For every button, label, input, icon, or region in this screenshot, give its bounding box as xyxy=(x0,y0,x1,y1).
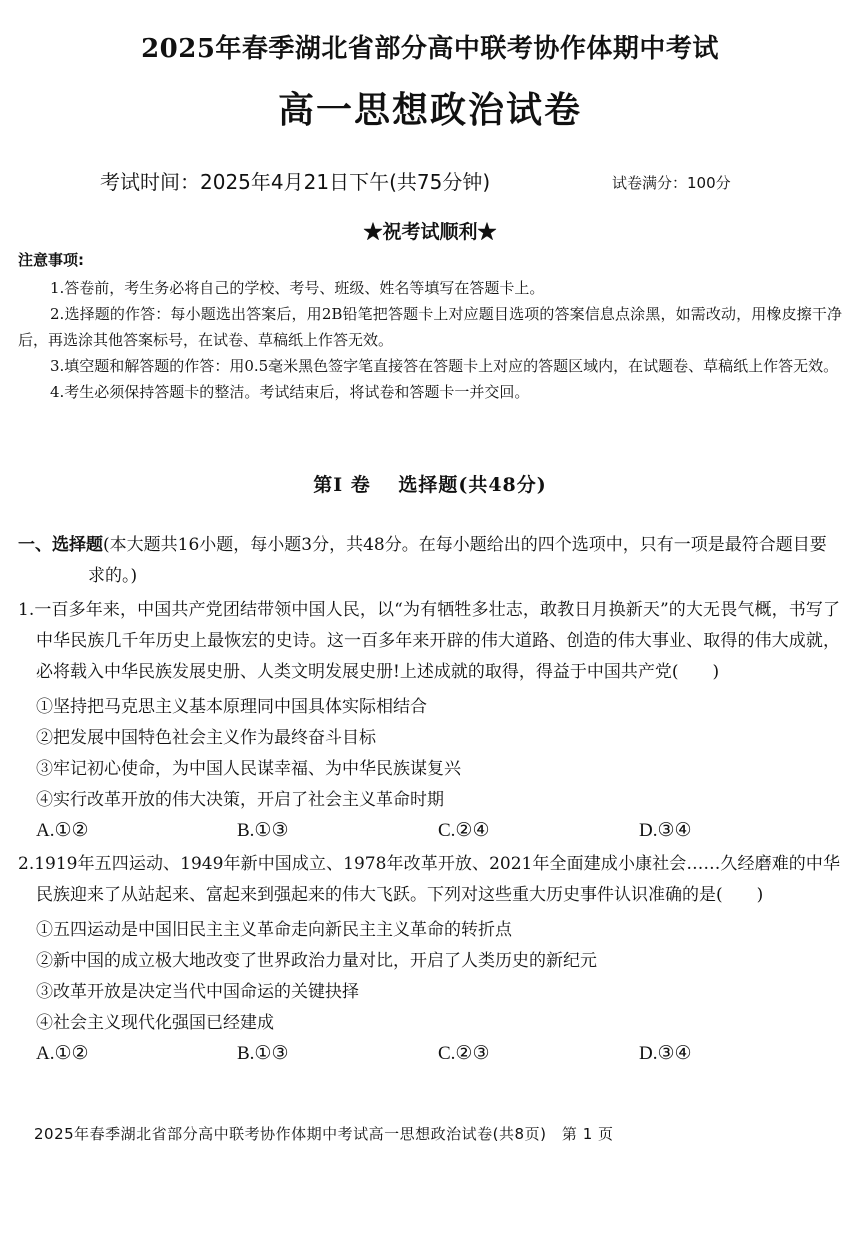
statement-option: ②新中国的成立极大地改变了世界政治力量对比，开启了人类历史的新纪元 xyxy=(36,951,597,971)
notice-item: 2.选择题的作答：每小题选出答案后，用2B铅笔把答题卡上对应题目选项的答案信息点涂黑，如需改动，用橡皮擦干净后，再选涂其他答案标号，在试卷、草稿纸上作答无效。 xyxy=(18,305,842,349)
good-luck-banner: ★祝考试顺利★ xyxy=(363,221,497,243)
statement-option: ②把发展中国特色社会主义作为最终奋斗目标 xyxy=(36,728,376,748)
part-instruction: (本大题共16小题，每小题3分，共48分。在每小题给出的四个选项中，只有一项是最符合题目要求的。) xyxy=(88,535,827,586)
question-stem: 1.一百多年来，中国共产党团结带领中国人民，以“为有牺牲多壮志，敢教日月换新天”的大无畏气概，书写了中华民族几千年历史上最恢宏的史诗。这一百多年来开辟的伟大道路、创造的伟大事业、取得的伟大成就，必将载入中华民族发展史册、人类文明发展史册!上述成就的取得，得益于中国共产党( ) xyxy=(18,600,840,682)
page-footer: 2025年春季湖北省部分高中联考协作体期中考试高一思想政治试卷(共8页) 第 1 页 xyxy=(34,1125,614,1143)
exam-title: 2025年春季湖北省部分高中联考协作体期中考试 xyxy=(141,34,719,64)
paper-title: 高一思想政治试卷 xyxy=(277,89,582,131)
notice-item: 1.答卷前，考生务必将自己的学校、考号、班级、姓名等填写在答题卡上。 xyxy=(50,279,545,297)
statement-option: ①五四运动是中国旧民主主义革命走向新民主主义革命的转折点 xyxy=(36,920,512,940)
choice-d: D.③④ xyxy=(639,1043,692,1064)
question-1 xyxy=(18,595,840,846)
part-label: 一、选择题 xyxy=(18,535,103,555)
notice-item: 4.考生必须保持答题卡的整洁。考试结束后，将试卷和答题卡一并交回。 xyxy=(50,383,530,401)
exam-time: 考试时间：2025年4月21日下午(共75分钟) xyxy=(100,170,491,194)
statement-option: ①坚持把马克思主义基本原理同中国具体实际相结合 xyxy=(36,697,427,717)
full-score: 试卷满分：100分 xyxy=(612,174,731,192)
statement-option: ③牢记初心使命，为中国人民谋幸福、为中华民族谋复兴 xyxy=(36,759,461,779)
choice-c: C.②③ xyxy=(438,1043,490,1064)
section-title: 第Ⅰ 卷 选择题(共48分) xyxy=(313,474,547,496)
notice-item: 3.填空题和解答题的作答：用0.5毫米黑色签字笔直接答在答题卡上对应的答题区域内，在试题卷、草稿纸上作答无效。 xyxy=(50,357,839,375)
multiple-choice-part xyxy=(18,530,840,1069)
statement-option: ④社会主义现代化强国已经建成 xyxy=(36,1013,274,1033)
choice-d: D.③④ xyxy=(639,820,692,841)
answer-choices xyxy=(18,816,840,846)
choice-b: B.①③ xyxy=(237,820,289,841)
statement-option: ③改革开放是决定当代中国命运的关键抉择 xyxy=(36,982,359,1002)
question-stem: 2.1919年五四运动、1949年新中国成立、1978年改革开放、2021年全面建成小康社会……久经磨难的中华民族迎来了从站起来、富起来到强起来的伟大飞跃。下列对这些重大历史事件认识准确的是( ) xyxy=(18,854,840,905)
notice-list xyxy=(18,275,842,405)
statement-option: ④实行改革开放的伟大决策，开启了社会主义革命时期 xyxy=(36,790,444,810)
choice-a: A.①② xyxy=(36,820,89,841)
choice-b: B.①③ xyxy=(237,1043,289,1064)
choice-c: C.②④ xyxy=(438,820,490,841)
question-2 xyxy=(18,849,840,1069)
notice-heading: 注意事项: xyxy=(18,251,84,269)
part-header xyxy=(18,530,840,592)
choice-a: A.①② xyxy=(36,1043,89,1064)
answer-choices xyxy=(18,1039,840,1069)
